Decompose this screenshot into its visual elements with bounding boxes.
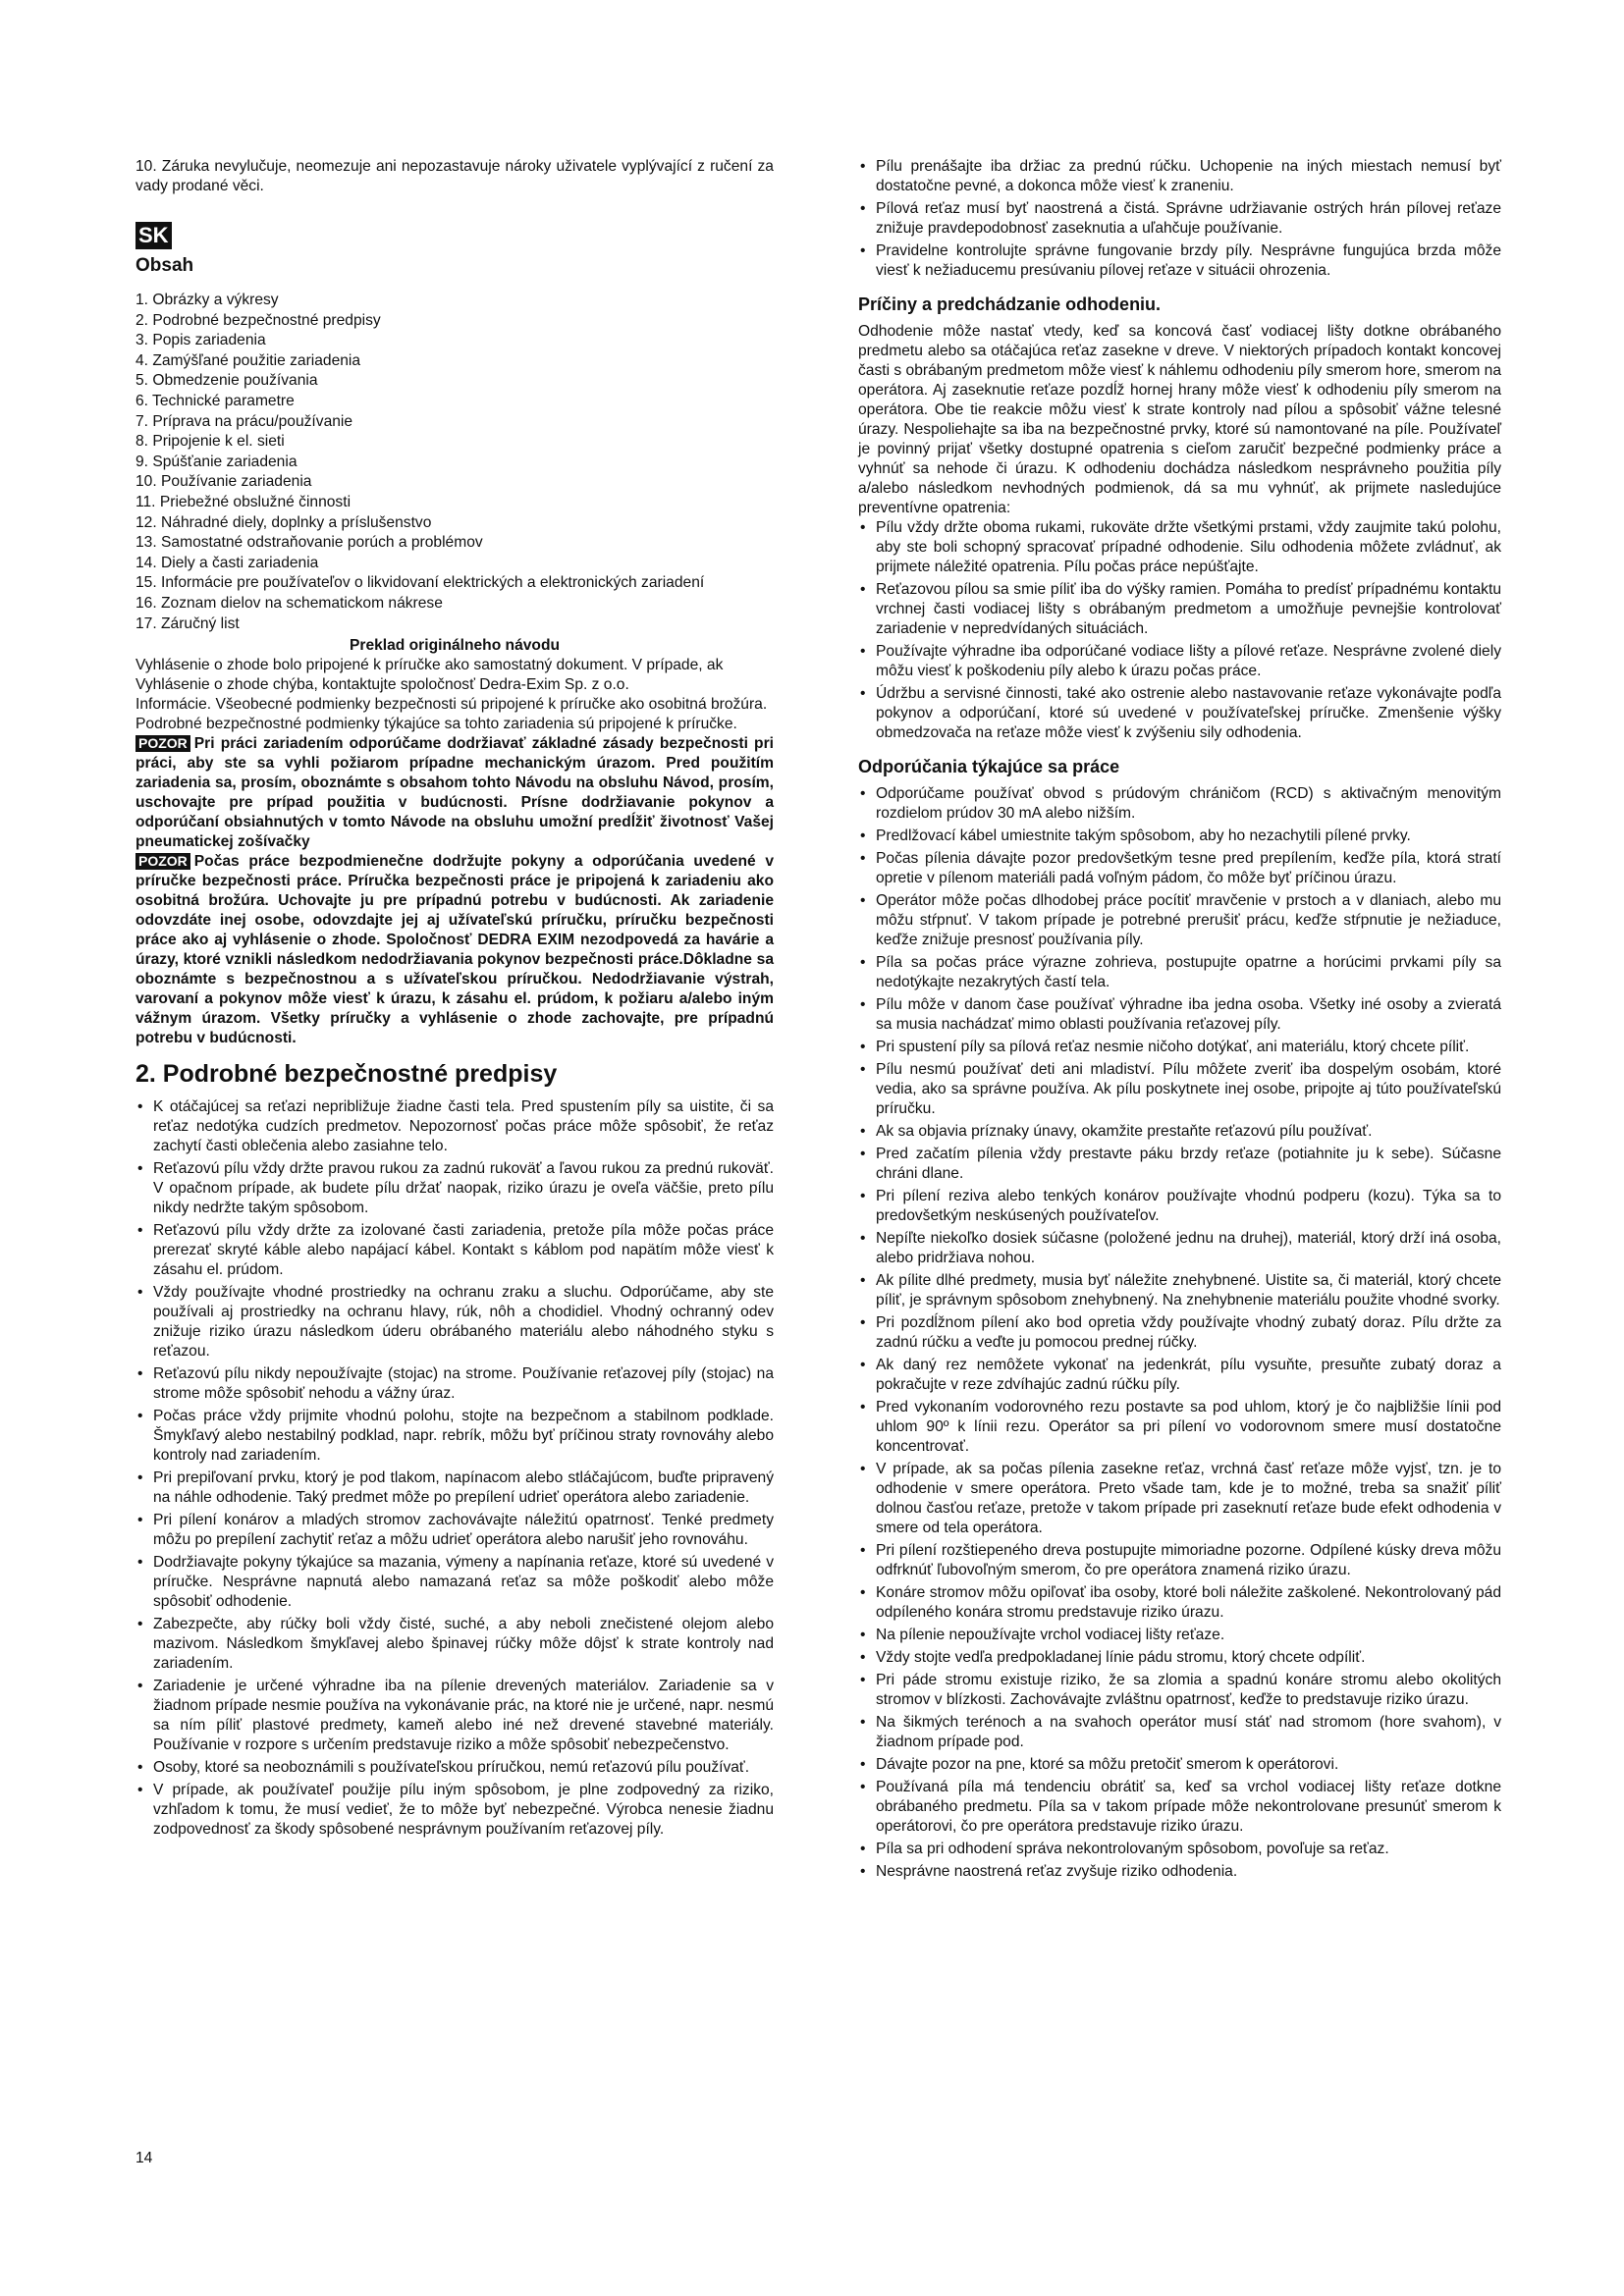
- list-item: • Používaná píla má tendenciu obrátiť sa, keď sa vrchol vodiacej lišty reťaze dotkne obrábaného predmetu. Píla sa v takom prípade môže nekontrolovane presunúť smerom k operátorovi, čo pre operátora predstavuje riziko úrazu.: [858, 1778, 1501, 1837]
- list-item: • Zabezpečte, aby rúčky boli vždy čisté, suché, a aby neboli znečistené olejom alebo mazivom. Následkom šmykľavej alebo špinavej rúčky môže dôjsť k strate kontroly nad zariadením.: [135, 1615, 774, 1674]
- list-item: • Na pílenie nepoužívajte vrchol vodiacej lišty reťaze.: [858, 1626, 1501, 1645]
- list-item: • Pílu môže v danom čase používať výhradne iba jedna osoba. Všetky iné osoby a zvieratá sa musia nachádzať mimo oblasti používania reťazovej píly.: [858, 995, 1501, 1035]
- toc-item: 6. Technické parametre: [135, 392, 295, 409]
- kickback-paragraph: Odhodenie môže nastať vtedy, keď sa koncová časť vodiacej lišty dotkne obrábaného predmetu alebo sa otáčajúca reťaz zasekne v dreve. V niektorých prípadoch kontakt koncovej časti s obrábaným predmetom môže viesť k náhlemu odhodeniu píly smerom hore, smerom na operátora. Aj zaseknutie reťaze pozdĺž hornej hrany môže viesť k odhodeniu píly smerom na operátora. Obe tie reakcie môžu viesť k strate kontroly nad pílou a spôsobiť vážne telesné úrazy. Nespoliehajte sa iba na bezpečnostné prvky, ktoré sú namontované na píle. Používateľ je povinný prijať všetky dostupné opatrenia s cieľom zaručiť bezpečné podmienky práce a vyhnúť sa nehode či úrazu. K odhodeniu dochádza následkom nesprávneho použitia píly a/alebo následkom nevhodných podmienok, dá sa mu vyhnúť, ak prijmete nasledujúce preventívne opatrenia:: [858, 323, 1502, 516]
- toc-item: 12. Náhradné diely, doplnky a príslušenstvo: [135, 513, 432, 531]
- kickback-title: Príčiny a predchádzanie odhodeniu.: [858, 294, 1162, 314]
- language-badge: SK: [135, 222, 172, 249]
- list-item: • Pri pílení rozštiepeného dreva postupujte mimoriadne pozorne. Odpílené kúsky dreva môžu odfrknúť ľubovoľným smerom, čo pre operátora znamená riziko úrazu.: [858, 1541, 1501, 1580]
- list-item: • Pri pozdĺžnom pílení ako bod opretia vždy používajte vhodný zubatý doraz. Pílu držte za zadnú rúčku a veďte ju pomocou prednej rúčky.: [858, 1313, 1501, 1353]
- carry-list: [858, 157, 1501, 281]
- toc-item: 3. Popis zariadenia: [135, 332, 266, 349]
- list-item: • Pri spustení píly sa pílová reťaz nesmie ničoho dotýkať, ani materiálu, ktorý chcete píliť.: [858, 1038, 1501, 1057]
- list-item: • Počas pílenia dávajte pozor predovšetkým tesne pred prepílením, keďže píla, ktorá stratí opretie v pílenom materiáli padá voľným pádom, čo môže byť príčinou úrazu.: [858, 849, 1501, 888]
- toc-item: 14. Diely a časti zariadenia: [135, 554, 319, 571]
- toc-item: 13. Samostatné odstraňovanie porúch a problémov: [135, 534, 483, 552]
- list-item: • V prípade, ak sa počas pílenia zasekne reťaz, vrchná časť reťaze môže vyjsť, tzn. je to odhodenie v smere operátora. Preto všade tam, kde je to možné, treba sa snažiť píliť dolnou časťou reťaze, pretože v takom prípade pri zaseknutí reťaze bude efekt odhodenia v smere od tela operátora.: [858, 1460, 1501, 1538]
- list-item: • Zariadenie je určené výhradne iba na pílenie drevených materiálov. Zariadenie sa v žiadnom prípade nesmie používa na vykonávanie prác, na ktoré nie je určené, napr. nesmú sa ním píliť plastové predmety, kameň alebo iné než drevené stavebné materiály. Používanie v rozpore s určením predstavuje riziko a môže spôsobiť nebezpečenstvo.: [135, 1677, 774, 1755]
- list-item: • Pílu vždy držte oboma rukami, rukoväte držte všetkými prstami, vždy zaujmite takú polohu, aby ste boli schopný spracovať prípadné odhodenie. Silu odhodenia môžete zvládnuť, ak prijmete náležité opatrenia. Pílu počas práce nepúšťajte.: [858, 518, 1501, 577]
- intro-paragraph: 10. Záruka nevylučuje, neomezuje ani nepozastavuje nároky uživatele vyplývající z ručení za vady prodané věci.: [135, 158, 774, 194]
- left-column: [135, 157, 774, 1842]
- section-title: 2. Podrobné bezpečnostné predpisy: [135, 1060, 558, 1089]
- toc-item: 15. Informácie pre používateľov o likvidovaní elektrických a elektronických zariadení: [135, 574, 705, 592]
- toc-item: 11. Priebežné obslužné činnosti: [135, 493, 352, 510]
- list-item: • Na šikmých terénoch a na svahoch operátor musí stáť nad stromom (hore svahom), v žiadnom prípade pod.: [858, 1713, 1501, 1752]
- work-title: Odporúčania týkajúce sa práce: [858, 757, 1120, 776]
- list-item: • Údržbu a servisné činnosti, také ako ostrenie alebo nastavovanie reťaze vykonávajte podľa pokynov a odporúčaní, ktoré sú uvedené v používateľskej príručke. Zmenšenie výšky obmedzovača na reťaze môže viesť k zvýšeniu sily odhodenia.: [858, 684, 1501, 743]
- page-number: 14: [135, 2150, 153, 2166]
- list-item: • Dodržiavajte pokyny týkajúce sa mazania, výmeny a napínania reťaze, ktoré sú uvedené v príručke. Nesprávne napnutá alebo namazaná reťaz sa môže poškodiť alebo môže spôsobiť odhodenie.: [135, 1553, 774, 1612]
- list-item: • Píla sa počas práce výrazne zohrieva, postupujte opatrne a horúcimi prvkami píly sa nedotýkajte nezakrytých častí tela.: [858, 953, 1501, 992]
- list-item: • Ak sa objavia príznaky únavy, okamžite prestaňte reťazovú pílu používať.: [858, 1122, 1501, 1142]
- toc-item: 2. Podrobné bezpečnostné predpisy: [135, 311, 381, 329]
- warning-paragraph-1: [135, 734, 774, 852]
- information-paragraph: Informácie. Všeobecné podmienky bezpečnosti sú pripojené k príručke ako osobitná brožúra. Podrobné bezpečnostné podmienky týkajúce sa tohto zariadenia sú pripojené k príručke.: [135, 696, 768, 733]
- list-item: • Ak pílite dlhé predmety, musia byť náležite znehybnené. Uistite sa, či materiál, ktorý chcete píliť, je správnym spôsobom znehybnený. Na znehybnenie materiálu použite vhodné svorky.: [858, 1271, 1501, 1310]
- right-column: [858, 157, 1501, 1885]
- warning-paragraph-2: [135, 852, 774, 1048]
- work-list: [858, 784, 1501, 1882]
- table-of-contents: [135, 291, 774, 634]
- list-item: • Pri pílení reziva alebo tenkých konárov používajte vhodnú podperu (kozu). Týka sa to predovšetkým neskúsených používateľov.: [858, 1187, 1501, 1226]
- list-item: • Reťazovú pílu nikdy nepoužívajte (stojac) na strome. Používanie reťazovej píly (stojac) na strome môže spôsobiť nehodu a vážny úraz.: [135, 1364, 774, 1404]
- list-item: • Konáre stromov môžu opiľovať iba osoby, ktoré boli náležite zaškolené. Nekontrolovaný pád odpíleného konára stromu predstavuje riziko úrazu.: [858, 1583, 1501, 1623]
- list-item: • Pílová reťaz musí byť naostrená a čistá. Správne udržiavanie ostrých hrán pílovej reťaze znižuje pravdepodobnosť zaseknutia a uľahčuje používanie.: [858, 199, 1501, 239]
- toc-item: 5. Obmedzenie používania: [135, 372, 318, 390]
- list-item: • Predlžovací kábel umiestnite takým spôsobom, aby ho nezachytili pílené prvky.: [858, 827, 1501, 846]
- list-item: • Dávajte pozor na pne, ktoré sa môžu pretočiť smerom k operátorovi.: [858, 1755, 1501, 1775]
- list-item: • Nepíľte niekoľko dosiek súčasne (položené jednu na druhej), materiál, ktorý drží iná osoba, alebo pridržiava nohou.: [858, 1229, 1501, 1268]
- warning-text-1: Pri práci zariadením odporúčame dodržiavať základné zásady bezpečnosti pri práci, aby ste sa vyhli požiarom prípadne mechanickým úrazom. Pred použitím zariadenia sa, prosím, oboznámte s obsahom tohto Návodu na obsluhu Návod, prosím, uschovajte pre prípad použitia v budúcnosti. Prísne dodržiavanie pokynov a odporúčaní obsiahnutých v tomto Návode na obsluhu umožní predĺžiť životnosť Vašej pneumatickej zošívačky: [135, 735, 774, 851]
- safety-list: [135, 1097, 774, 1840]
- declaration-paragraph: Vyhlásenie o zhode bolo pripojené k príručke ako samostatný dokument. V prípade, ak Vyhlásenie o zhode chýba, kontaktujte spoločnosť Dedra-Exim Sp. z o.o.: [135, 657, 724, 694]
- list-item: • Vždy stojte vedľa predpokladanej línie pádu stromu, ktorý chcete odpíliť.: [858, 1648, 1501, 1668]
- list-item: • Osoby, ktoré sa neoboznámili s používateľskou príručkou, nemú reťazovú pílu používať.: [135, 1758, 774, 1778]
- list-item: • V prípade, ak používateľ použije pílu iným spôsobom, je plne zodpovedný za riziko, vzhľadom k tomu, že musí vedieť, že to môže byť nebezpečné. Výrobca nenesie žiadnu zodpovednosť za škody spôsobené nesprávnym používaním reťazovej píly.: [135, 1781, 774, 1840]
- list-item: • Pred začatím pílenia vždy prestavte páku brzdy reťaze (potiahnite ju k sebe). Súčasne chráni dlane.: [858, 1145, 1501, 1184]
- list-item: • Odporúčame používať obvod s prúdovým chráničom (RCD) s aktivačným menovitým rozdielom prúdov 30 mA alebo nižším.: [858, 784, 1501, 824]
- list-item: • Pílu prenášajte iba držiac za prednú rúčku. Uchopenie na iných miestach nemusí byť dostatočne pevné, a dokonca môže viesť k zraneniu.: [858, 157, 1501, 196]
- toc-item: 9. Spúšťanie zariadenia: [135, 453, 298, 470]
- list-item: • Pred vykonaním vodorovného rezu postavte sa pod uhlom, ktorý je čo najbližšie línii pod uhlom 90º k línii rezu. Operátor sa pri pílení vo vodorovnom smere musí dostatočne koncentrovať.: [858, 1398, 1501, 1457]
- pozor-badge: POZOR: [135, 853, 190, 870]
- list-item: • Reťazovú pílu vždy držte za izolované časti zariadenia, pretože píla môže počas práce prerezať skryté káble alebo napájací kábel. Kontakt s káblom pod napätím môže viesť k zásahu el. prúdom.: [135, 1221, 774, 1280]
- toc-item: 16. Zoznam dielov na schematickom nákrese: [135, 594, 443, 612]
- list-item: • Počas práce vždy prijmite vhodnú polohu, stojte na bezpečnom a stabilnom podklade. Šmykľavý alebo nestabilný podklad, napr. rebrík, môžu byť príčinou straty rovnováhy alebo kontroly nad zariadením.: [135, 1407, 774, 1466]
- list-item: • Pri páde stromu existuje riziko, že sa zlomia a spadnú konáre stromu alebo okolitých stromov v blízkosti. Zachovávajte zvláštnu opatrnosť, keďže to predstavuje riziko úrazu.: [858, 1671, 1501, 1710]
- kickback-list: [858, 518, 1501, 743]
- list-item: • Pri pílení konárov a mladých stromov zachovávajte náležitú opatrnosť. Tenké predmety môžu po prepílení zachytiť reťaz a môžu udrieť operátora alebo narušiť jeho rovnováhu.: [135, 1511, 774, 1550]
- list-item: • Nesprávne naostrená reťaz zvyšuje riziko odhodenia.: [858, 1862, 1501, 1882]
- list-item: • Pravidelne kontrolujte správne fungovanie brzdy píly. Nesprávne fungujúca brzda môže viesť k nežiaducemu presúvaniu pílovej reťaze v situácii ohrozenia.: [858, 241, 1501, 281]
- list-item: • Reťazovou pílou sa smie píliť iba do výšky ramien. Pomáha to predísť prípadnému kontaktu vrchnej časti vodiacej lišty s obrábaným predmetom a umožňuje pevnejšie kontrolovať zariadenie v nepredvídaných situáciách.: [858, 580, 1501, 639]
- list-item: • Pílu nesmú používať deti ani mladiství. Pílu môžete zveriť iba dospelým osobám, ktoré vedia, ako sa správne používa. Ak pílu poskytnete inej osobe, pripojte aj túto používateľskú príručku.: [858, 1060, 1501, 1119]
- toc-item: 8. Pripojenie k el. sieti: [135, 433, 285, 451]
- list-item: • Ak daný rez nemôžete vykonať na jedenkrát, pílu vysuňte, presuňte zubatý doraz a pokračujte v reze zdvíhajúc zadnú rúčku píly.: [858, 1356, 1501, 1395]
- toc-item: 1. Obrázky a výkresy: [135, 292, 279, 308]
- list-item: • Vždy používajte vhodné prostriedky na ochranu zraku a sluchu. Odporúčame, aby ste používali aj prostriedky na ochranu hlavy, rúk, nôh a chodidiel. Vhodný ochranný odev znižuje riziko úrazu následkom úderu obrábaného materiálu alebo náhodného styku s reťazou.: [135, 1283, 774, 1362]
- list-item: • Operátor môže počas dlhodobej práce pocítiť mravčenie v prstoch a v dlaniach, alebo mu môžu stŕpnuť. V takom prípade je potrebné prerušiť prácu, keďže stŕpnutie je nežiaduce, keďže znižuje presnosť používania píly.: [858, 891, 1501, 950]
- list-item: • Reťazovú pílu vždy držte pravou rukou za zadnú rukoväť a ľavou rukou za prednú rukoväť. V opačnom prípade, ak budete pílu držať naopak, riziko úrazu je oveľa väčšie, preto pílu nikdy nedržte takým spôsobom.: [135, 1159, 774, 1218]
- list-item: • Píla sa pri odhodení správa nekontrolovaným spôsobom, povoľuje sa reťaz.: [858, 1840, 1501, 1859]
- toc-item: 17. Záručný list: [135, 614, 240, 632]
- pozor-badge: POZOR: [135, 735, 190, 752]
- toc-item: 10. Používanie zariadenia: [135, 473, 312, 491]
- list-item: • K otáčajúcej sa reťazi nepribližuje žiadne časti tela. Pred spustením píly sa uistite, či sa reťaz nedotýka cudzích predmetov. Nepozornosť počas práce môže spôsobiť, že reťaz zachytí časti oblečenia alebo zasiahne telo.: [135, 1097, 774, 1156]
- list-item: • Používajte výhradne iba odporúčané vodiace lišty a pílové reťaze. Nesprávne zvolené diely môžu viesť k poškodeniu píly alebo k úrazu počas práce.: [858, 642, 1501, 681]
- toc-item: 4. Zamýšľané použitie zariadenia: [135, 351, 361, 369]
- list-item: • Pri prepiľovaní prvku, ktorý je pod tlakom, napínacom alebo stláčajúcom, buďte pripravený na náhle odhodenie. Taký predmet môže po prepílení udrieť operátora alebo zariadenie.: [135, 1468, 774, 1508]
- toc-item: 7. Príprava na prácu/používanie: [135, 412, 353, 430]
- warning-text-2: Počas práce bezpodmienečne dodržujte pokyny a odporúčania uvedené v príručke bezpečnosti práce. Príručka bezpečnosti práce je pripojená k zariadeniu ako osobitná brožúra. Uchovajte ju pre prípadnú potrebu v budúcnosti. Ak zariadenie odovzdáte inej osobe, odovzdajte jej aj užívateľskú príručku, príručku bezpečnosti práce ako aj vyhlásenie o zhode. Spoločnosť DEDRA EXIM nezodpovedá za havárie a úrazy, ktoré vznikli následkom nedodržiavania pokynov bezpečnosti práce.Dôkladne sa oboznámte s bezpečnostnou a s užívateľskou príručkou. Nedodržiavanie výstrah, varovaní a pokynov môže viesť k úrazu, k zásahu el. prúdom, k požiaru a/alebo iným vážnym úrazom. Všetky príručky a vyhlásenie o zhode zachovajte, pre prípadnú potrebu v budúcnosti.: [135, 853, 774, 1047]
- contents-title: Obsah: [135, 255, 194, 276]
- translation-title: Preklad originálneho návodu: [349, 637, 561, 655]
